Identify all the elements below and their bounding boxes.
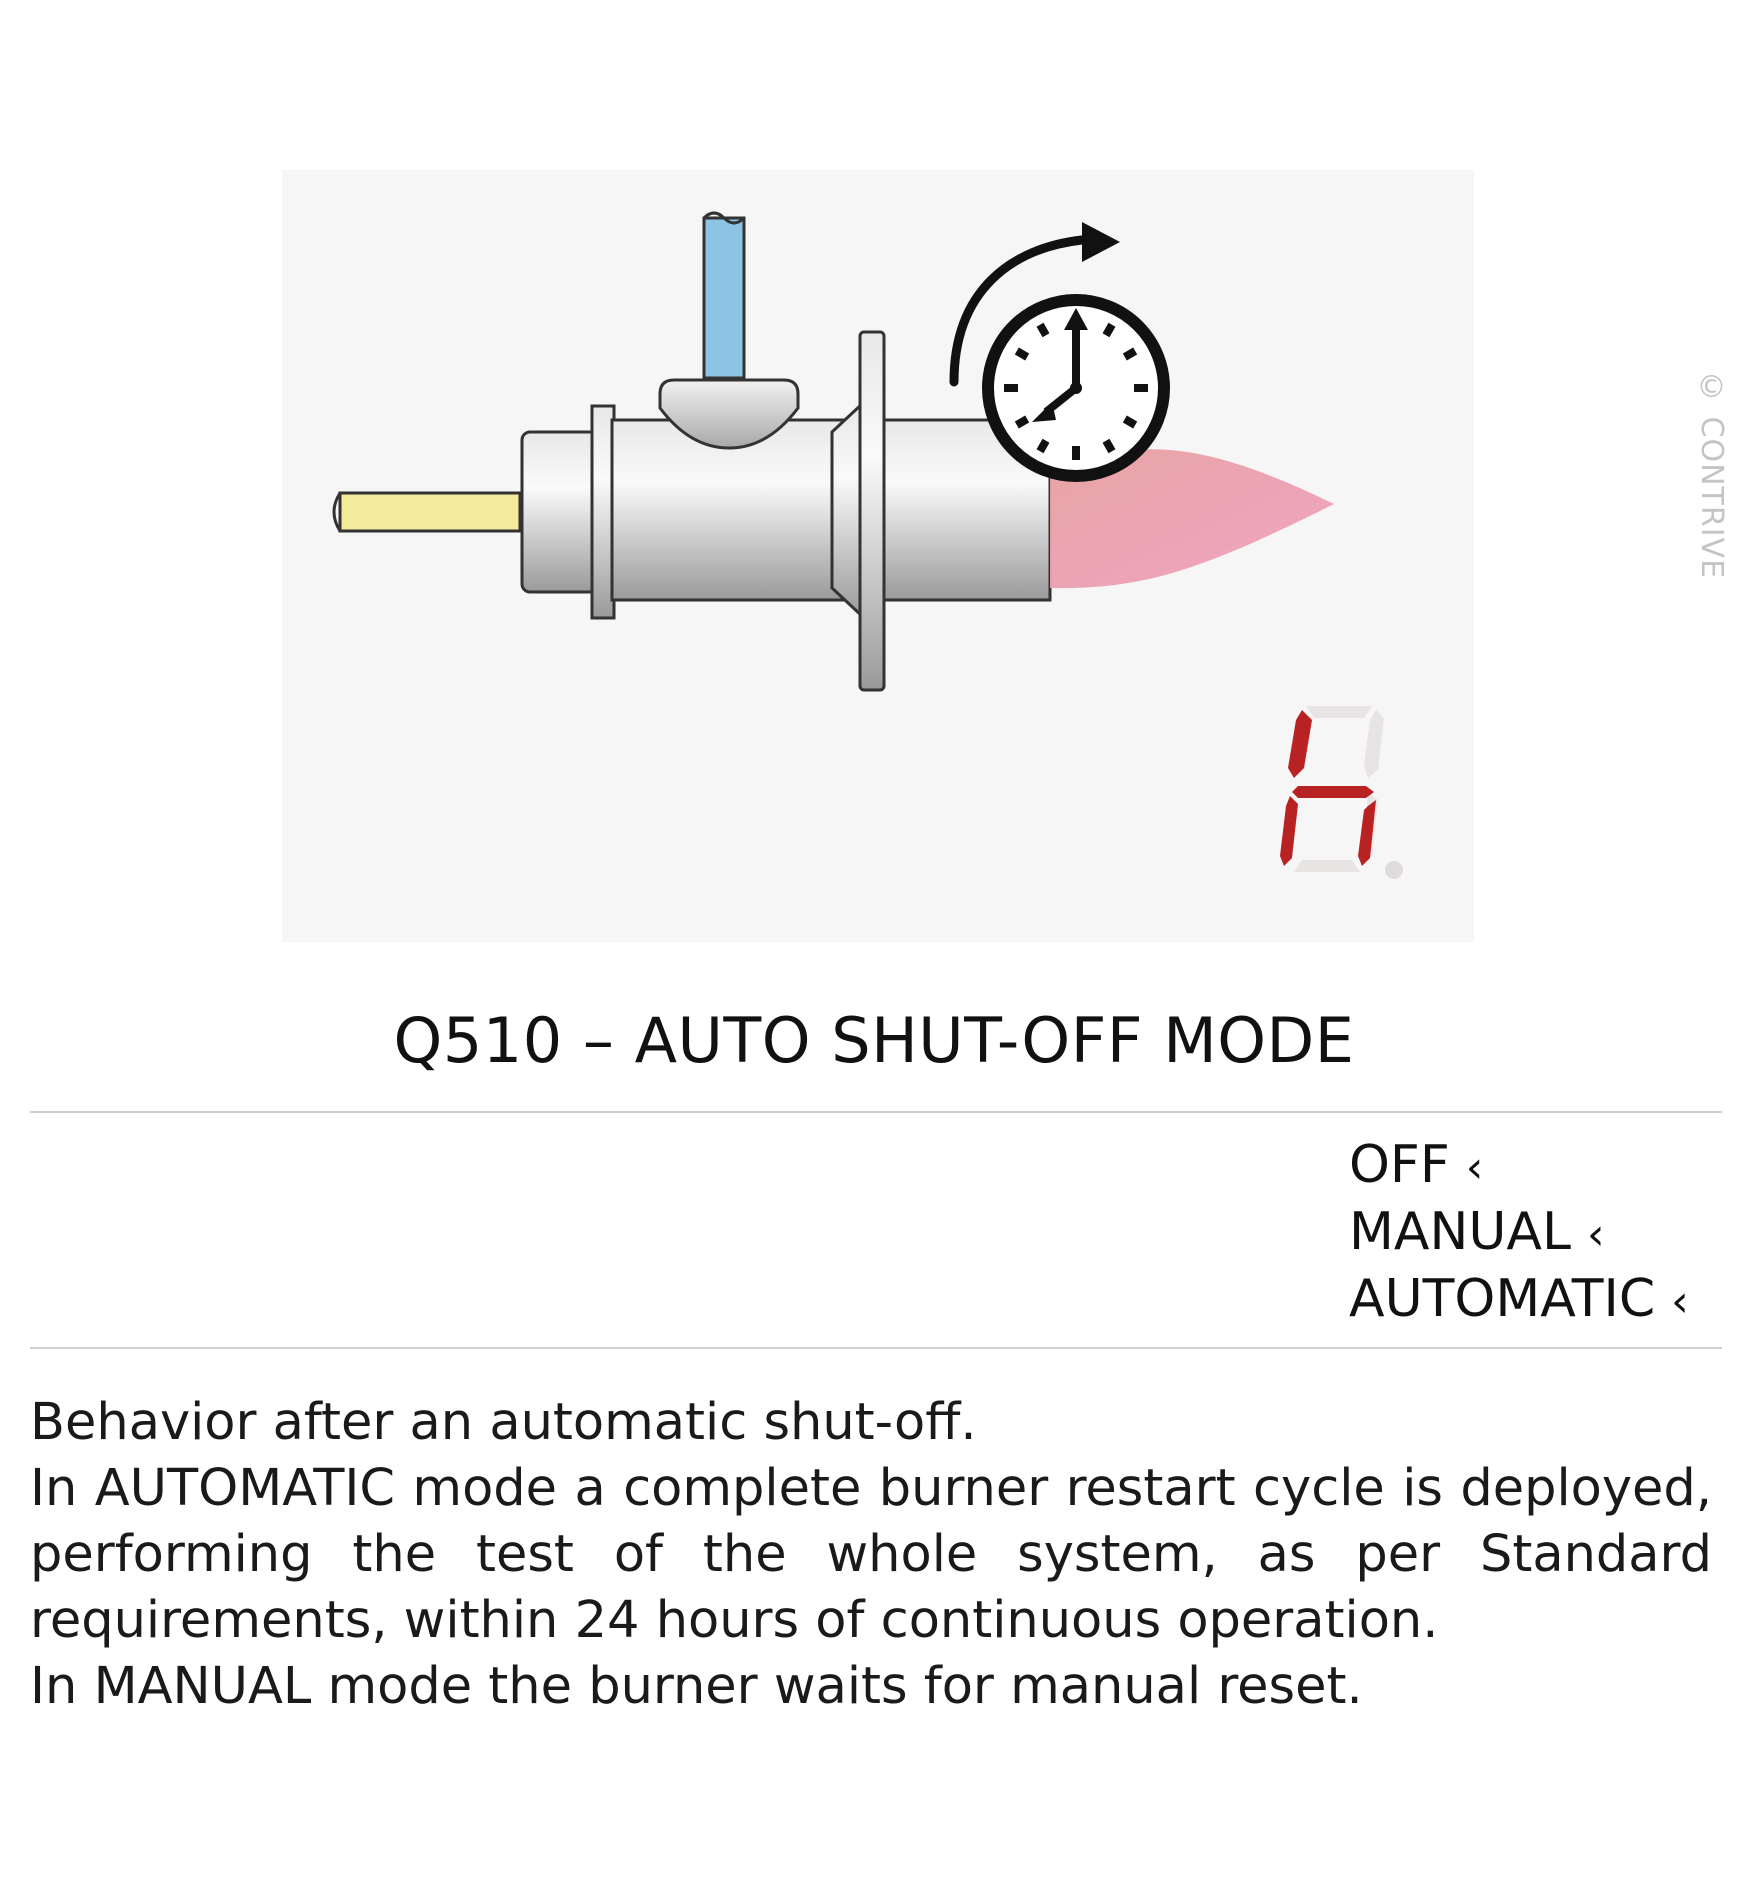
- description-line-3: In MANUAL mode the burner waits for manual reset.: [30, 1657, 1363, 1716]
- option-off[interactable]: [1349, 1133, 1689, 1200]
- seven-segment-display: [1280, 705, 1403, 879]
- burner-diagram: [282, 170, 1474, 942]
- page-title: Q510 – AUTO SHUT-OFF MODE: [393, 1004, 1355, 1077]
- description-line-1: Behavior after an automatic shut-off.: [30, 1393, 977, 1452]
- option-off-label: OFF: [1349, 1135, 1450, 1195]
- chevron-left-icon: ‹: [1671, 1276, 1689, 1327]
- clock-icon: [988, 300, 1164, 476]
- chevron-left-icon: ‹: [1586, 1209, 1605, 1260]
- option-manual[interactable]: [1349, 1200, 1689, 1267]
- cone: [832, 404, 862, 616]
- copyright-watermark: © CONTRIVE: [1694, 370, 1729, 580]
- option-automatic-label: AUTOMATIC: [1349, 1269, 1656, 1329]
- description: [30, 1390, 1712, 1720]
- front-flange: [860, 332, 884, 690]
- display-digit: h: [1284, 706, 1285, 707]
- option-automatic[interactable]: [1349, 1267, 1689, 1334]
- description-line-2: In AUTOMATIC mode a complete burner restart cycle is deployed, performing the test of the whole system, as per Standard requirements, within 24 hours of continuous operation.: [30, 1459, 1712, 1650]
- burner-illustration: [282, 170, 1729, 942]
- divider-top: [30, 1111, 1722, 1113]
- chevron-left-icon: ‹: [1465, 1142, 1484, 1193]
- mode-options: [1349, 1133, 1689, 1334]
- divider-bottom: [30, 1347, 1722, 1349]
- option-manual-label: MANUAL: [1349, 1202, 1571, 1262]
- fuel-pipe: [334, 493, 520, 531]
- air-pipe: [704, 213, 744, 378]
